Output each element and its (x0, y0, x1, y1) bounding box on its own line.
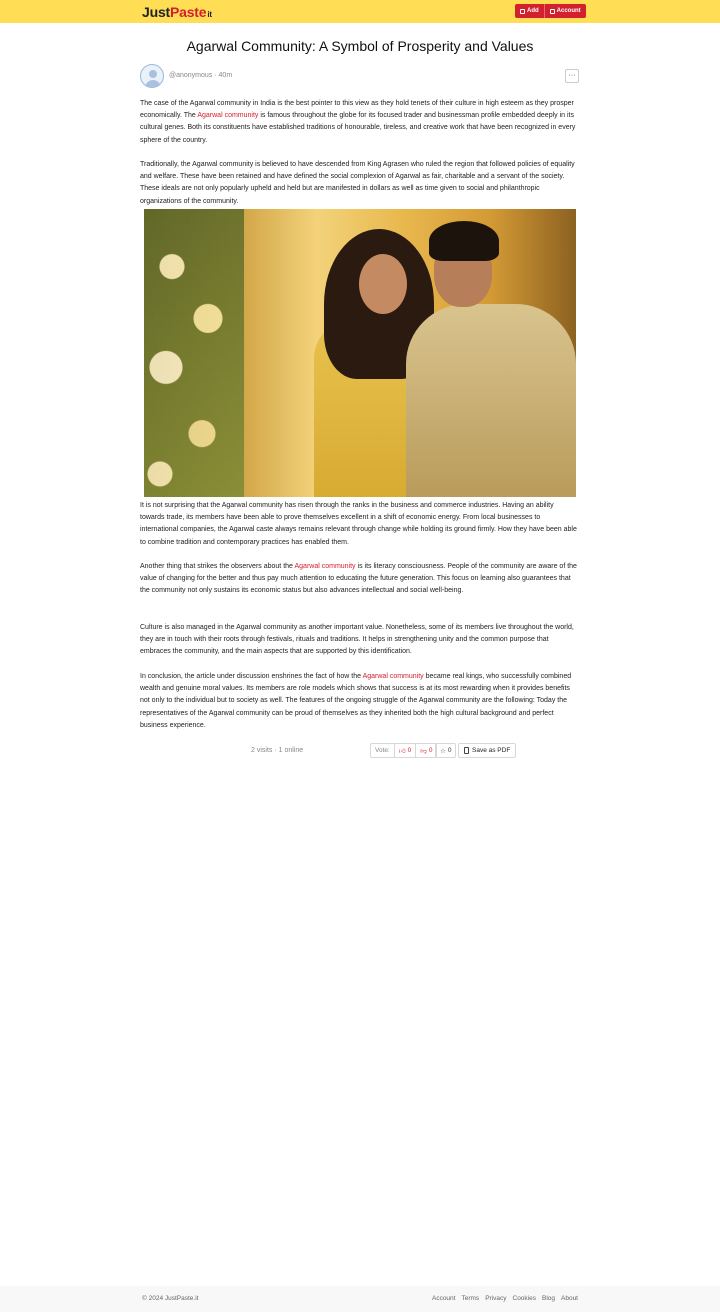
logo-paste: Paste (170, 4, 207, 20)
woman-face (359, 254, 407, 314)
vote-down-button[interactable] (415, 744, 436, 757)
more-options-button[interactable]: ··· (565, 69, 579, 83)
save-pdf-button[interactable] (458, 743, 516, 758)
logo-just: Just (142, 4, 170, 20)
post-time: 40m (218, 72, 233, 79)
agarwal-community-link[interactable]: Agarwal community (362, 673, 424, 680)
add-button[interactable] (515, 4, 544, 18)
account-button-label: Account (556, 8, 581, 14)
author-name[interactable]: @anonymous (169, 72, 213, 79)
header-actions (515, 4, 586, 18)
flowers-image (144, 209, 244, 497)
paragraph-text: Another thing that strikes the observers about the (140, 563, 295, 570)
vote-up-button[interactable] (394, 744, 415, 757)
paragraph-6 (140, 671, 580, 732)
page-title: Agarwal Community: A Symbol of Prosperity and Values (186, 38, 534, 54)
paragraph-2: Traditionally, the Agarwal community is believed to have descended from King Agrasen who ruled the region that followed policies of equality and welfare. These have been retained and have defined the social complexion of Agarwal as fair, charitable and a servant of the society. These ideals are not only popularly upheld and held but are manifested in dollars as well as time given to social and philanthropic organizations of the community. (140, 161, 575, 205)
footer-link-privacy[interactable]: Privacy (485, 1295, 507, 1302)
footer-link-about[interactable]: About (561, 1295, 578, 1302)
agarwal-community-link[interactable]: Agarwal community (294, 563, 356, 570)
agarwal-community-link[interactable]: Agarwal community (197, 112, 259, 120)
top-bar (0, 0, 720, 23)
visit-stats: 2 visits · 1 online (251, 747, 304, 754)
favorite-count: 0 (447, 747, 452, 754)
footer-link-terms[interactable]: Terms (461, 1295, 480, 1302)
footer-link-blog[interactable]: Blog (541, 1295, 555, 1302)
user-icon (550, 9, 555, 14)
edit-icon (520, 9, 525, 14)
save-pdf-label: Save as PDF (472, 747, 511, 754)
thumbs-up-icon: 👍︎ (398, 747, 406, 755)
post-meta: @anonymous · 40m (169, 72, 233, 79)
man-figure (406, 304, 576, 497)
vote-up-count: 0 (407, 747, 412, 754)
account-button[interactable] (544, 4, 586, 18)
logo-tld: it (207, 10, 212, 19)
footer (0, 1286, 720, 1312)
avatar-body (145, 80, 161, 88)
paragraph-5: Culture is also managed in the Agarwal community as another important value. Nonetheless, some of its members live throughout the world, they are in touch with their roots through festivals, rituals and traditions. It helps in strengthening unity and the common purpose that embraces the community, and the main aspects that are supported by this identification. (140, 624, 574, 656)
vote-down-count: 0 (428, 747, 433, 754)
paragraph-3: It is not surprising that the Agarwal community has risen through the ranks in the business and commerce industries. Having an ability towards trade, its members have been able to prove themselves excellent in a shift of economic energy. From local businesses to international companies, the Agarwal caste always remains relevant through change while holding its ground firmly. How they have been able to combine tradition and contemporary practices has enabled them. (140, 502, 577, 546)
paragraph-text: In conclusion, the article under discussion enshrines the fact of how the (140, 673, 363, 680)
vote-group (370, 743, 437, 758)
copyright: © 2024 JustPaste.it (142, 1295, 199, 1302)
avatar[interactable] (140, 64, 164, 88)
paragraph-1 (140, 98, 580, 147)
paragraph-text: is its literacy consciousness. People of the community are aware of the value of changing for the better and thus pay much attention to educating the future generation. This focus on learning also guarantees that the community not only sustains its economic status but also advances intellectual and social well-being. (140, 563, 577, 595)
add-button-label: Add (527, 8, 539, 14)
vote-label: Vote: (375, 747, 390, 754)
favorite-button[interactable] (435, 743, 456, 758)
paragraph-text: became real kings, who successfully combined wealth and genuine moral values. Its members are role models which shows that success is at its most rewarding when it provides benefits not only to the individual but to society as well. The features of the ongoing struggle of the Agarwal community are the following: Today the representatives of the Agarwal community can be proud of themselves as they inherited both the high cultural background and perfect business experience. (140, 673, 572, 729)
thumbs-down-icon: 👎︎ (420, 747, 427, 755)
man-hair (429, 221, 499, 261)
article-image (144, 209, 576, 497)
footer-link-account[interactable]: Account (431, 1295, 456, 1302)
document-icon (464, 747, 469, 754)
star-icon: ☆ (440, 747, 446, 755)
footer-links (432, 1295, 578, 1302)
paragraph-text: The case of the Agarwal community in India is the best pointer to this view as they hold tenets of their culture in high esteem as they prosper economically. The (140, 100, 574, 120)
paragraph-4 (140, 561, 580, 598)
avatar-head (149, 70, 157, 78)
paragraph-text: is famous throughout the globe for its focused trader and businessman profile embedded deeply in its cultural genes. Both its constituents have established traditions of honourable, tireless, and creative work that have been recognized in every sphere of the country. (140, 112, 576, 144)
footer-link-cookies[interactable]: Cookies (512, 1295, 536, 1302)
site-logo[interactable] (142, 4, 212, 23)
